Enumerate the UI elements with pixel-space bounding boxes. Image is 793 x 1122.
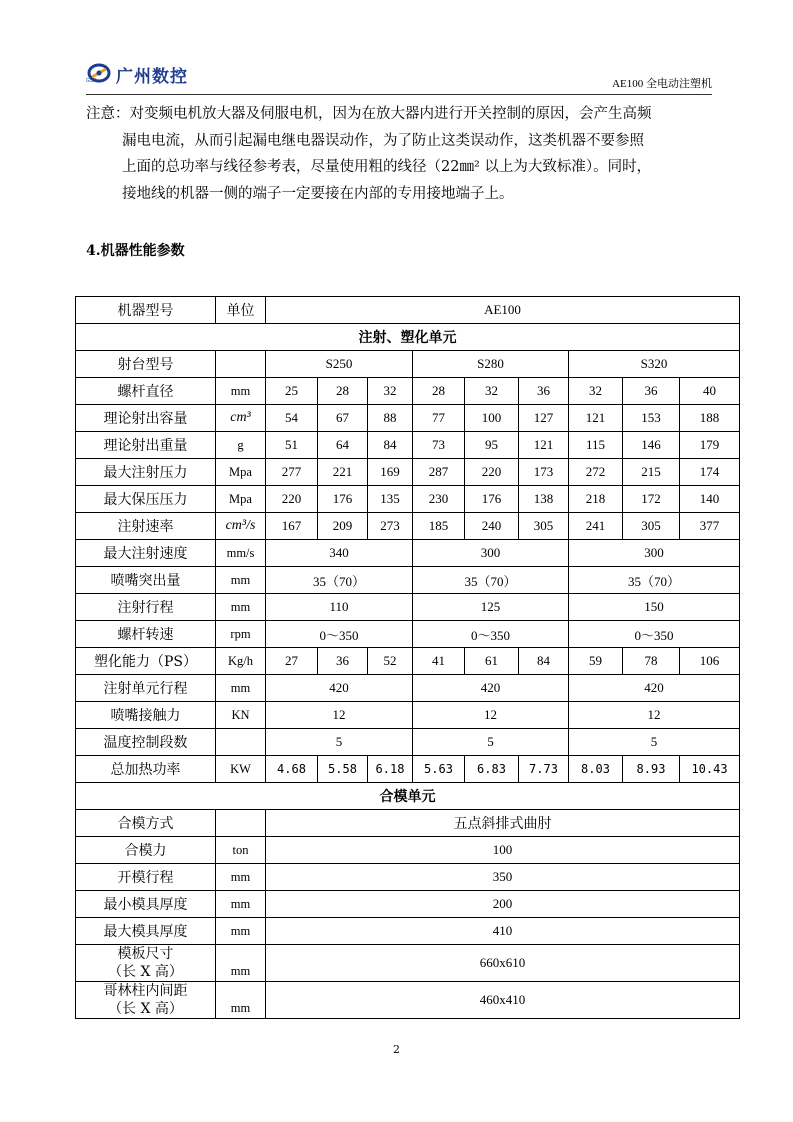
value-cell: 125: [413, 594, 569, 621]
value-cell: 174: [680, 459, 740, 486]
param-name-cell: 喷嘴突出量: [76, 567, 216, 594]
value-cell: 6.83: [465, 756, 519, 783]
value-cell: 12: [413, 702, 569, 729]
value-cell: 28: [413, 378, 465, 405]
page-number: 2: [393, 1043, 400, 1056]
value-cell: 220: [465, 459, 519, 486]
param-name-line: 模板尺寸: [117, 946, 174, 962]
table-row: [76, 837, 740, 864]
value-cell: 110: [266, 594, 413, 621]
value-cell: 5: [266, 729, 413, 756]
value-cell: 100: [465, 405, 519, 432]
value-cell: 121: [569, 405, 623, 432]
section-row: [76, 783, 740, 810]
param-name-cell: 温度控制段数: [76, 729, 216, 756]
unit-cell: [216, 810, 266, 837]
table-row: [76, 918, 740, 945]
value-cell: 12: [569, 702, 740, 729]
value-cell: 28: [318, 378, 368, 405]
param-name-cell: 最大注射速度: [76, 540, 216, 567]
value-cell: 78: [623, 648, 680, 675]
unit-cell: mm: [216, 378, 266, 405]
value-cell: 8.03: [569, 756, 623, 783]
page-header: [86, 52, 712, 95]
spec-table-body: [76, 297, 740, 1019]
value-cell: 240: [465, 513, 519, 540]
value-cell: 273: [368, 513, 413, 540]
value-cell: 6.18: [368, 756, 413, 783]
value-cell: 27: [266, 648, 318, 675]
section-title-cell: 合模单元: [76, 783, 740, 810]
param-name-cell: 合模力: [76, 837, 216, 864]
param-name-cell: 开模行程: [76, 864, 216, 891]
unit-cell: KW: [216, 756, 266, 783]
value-cell: 272: [569, 459, 623, 486]
table-row: [76, 405, 740, 432]
table-row: [76, 486, 740, 513]
param-name-cell: [76, 945, 216, 982]
section-row: [76, 324, 740, 351]
value-cell: 106: [680, 648, 740, 675]
table-row: [76, 594, 740, 621]
unit-cell: mm: [216, 918, 266, 945]
value-cell: 305: [623, 513, 680, 540]
logo-subtext: GSK: [86, 78, 97, 84]
value-cell: 10.43: [680, 756, 740, 783]
value-cell: 200: [266, 891, 740, 918]
value-cell: 0～350: [569, 621, 740, 648]
value-cell: 32: [465, 378, 519, 405]
value-cell: S250: [266, 351, 413, 378]
value-cell: 5: [569, 729, 740, 756]
value-cell: 64: [318, 432, 368, 459]
table-row: [76, 675, 740, 702]
value-cell: 36: [318, 648, 368, 675]
value-cell: 220: [266, 486, 318, 513]
table-row: [76, 513, 740, 540]
table-row: [76, 378, 740, 405]
param-name-line: 哥林柱内间距: [103, 983, 188, 999]
value-cell: 340: [266, 540, 413, 567]
value-cell: 5.58: [318, 756, 368, 783]
value-cell: 5.63: [413, 756, 465, 783]
param-name-cell: 螺杆直径: [76, 378, 216, 405]
table-row: [76, 891, 740, 918]
value-cell: 218: [569, 486, 623, 513]
param-name-cell: 总加热功率: [76, 756, 216, 783]
value-cell: 0～350: [413, 621, 569, 648]
section-title-cell: 注射、塑化单元: [76, 324, 740, 351]
param-name-line: （长 X 高）: [108, 1001, 183, 1017]
table-row: [76, 621, 740, 648]
unit-cell: g: [216, 432, 266, 459]
value-cell: 410: [266, 918, 740, 945]
table-row: [76, 810, 740, 837]
unit-cell: cm³: [216, 405, 266, 432]
note-line: 上面的总功率与线径参考表，尽量使用粗的线径（22㎜² 以上为大致标准）。同时，: [122, 159, 652, 175]
value-cell: 32: [368, 378, 413, 405]
param-name-line: （长 X 高）: [108, 964, 183, 980]
unit-cell: mm: [216, 864, 266, 891]
value-cell: 350: [266, 864, 740, 891]
section-heading: 4.机器性能参数: [86, 243, 185, 259]
value-cell: 146: [623, 432, 680, 459]
value-cell: 140: [680, 486, 740, 513]
value-cell: 95: [465, 432, 519, 459]
table-row: [76, 702, 740, 729]
value-cell: 277: [266, 459, 318, 486]
document-title: AE100 全电动注塑机: [612, 78, 712, 90]
unit-cell: [216, 729, 266, 756]
value-cell: 377: [680, 513, 740, 540]
value-cell: 32: [569, 378, 623, 405]
value-cell: 420: [413, 675, 569, 702]
table-row: [76, 567, 740, 594]
param-name-cell: 注射行程: [76, 594, 216, 621]
value-cell: 73: [413, 432, 465, 459]
table-row: [76, 648, 740, 675]
table-row: [76, 982, 740, 1019]
value-cell: 188: [680, 405, 740, 432]
note-paragraph: [86, 101, 726, 207]
table-row: [76, 540, 740, 567]
unit-cell: [216, 351, 266, 378]
value-cell: 61: [465, 648, 519, 675]
param-name-cell: 机器型号: [76, 297, 216, 324]
unit-cell: KN: [216, 702, 266, 729]
param-name-cell: 喷嘴接触力: [76, 702, 216, 729]
unit-cell: mm: [216, 567, 266, 594]
value-cell: 35（70）: [413, 567, 569, 594]
value-cell: 460x410: [266, 982, 740, 1019]
value-cell: 67: [318, 405, 368, 432]
value-cell: 100: [266, 837, 740, 864]
value-cell: 176: [318, 486, 368, 513]
company-logo: [86, 58, 188, 90]
value-cell: 五点斜排式曲肘: [266, 810, 740, 837]
value-cell: 179: [680, 432, 740, 459]
value-cell: 5: [413, 729, 569, 756]
unit-cell: cm³/s: [216, 513, 266, 540]
table-row: [76, 459, 740, 486]
unit-cell: Kg/h: [216, 648, 266, 675]
value-cell: 0～350: [266, 621, 413, 648]
value-cell: 660x610: [266, 945, 740, 982]
value-cell: 241: [569, 513, 623, 540]
value-cell: 7.73: [519, 756, 569, 783]
note-line: 注意：对变频电机放大器及伺服电机，因为在放大器内进行开关控制的原因，会产生高频: [86, 106, 652, 122]
value-cell: 8.93: [623, 756, 680, 783]
value-cell: 25: [266, 378, 318, 405]
value-cell: 153: [623, 405, 680, 432]
table-row: [76, 351, 740, 378]
value-cell: 287: [413, 459, 465, 486]
value-cell: 36: [519, 378, 569, 405]
param-name-cell: 射台型号: [76, 351, 216, 378]
value-cell: 150: [569, 594, 740, 621]
value-cell: 172: [623, 486, 680, 513]
param-name-cell: 最大模具厚度: [76, 918, 216, 945]
unit-cell: mm: [216, 675, 266, 702]
param-name-cell: 最大保压压力: [76, 486, 216, 513]
param-name-cell: 合模方式: [76, 810, 216, 837]
value-cell: 12: [266, 702, 413, 729]
table-row: [76, 756, 740, 783]
value-cell: 138: [519, 486, 569, 513]
unit-header-cell: 单位: [216, 297, 266, 324]
value-cell: 176: [465, 486, 519, 513]
unit-cell: mm/s: [216, 540, 266, 567]
value-cell: 84: [519, 648, 569, 675]
value-cell: 173: [519, 459, 569, 486]
table-row: [76, 864, 740, 891]
table-header-row: [76, 297, 740, 324]
param-name-cell: 理论射出重量: [76, 432, 216, 459]
value-cell: 300: [413, 540, 569, 567]
value-cell: 169: [368, 459, 413, 486]
unit-cell: mm: [216, 945, 266, 982]
value-cell: 40: [680, 378, 740, 405]
note-line: 接地线的机器一侧的端子一定要接在内部的专用接地端子上。: [122, 185, 514, 202]
value-cell: 115: [569, 432, 623, 459]
value-cell: 135: [368, 486, 413, 513]
note-line: 漏电电流，从而引起漏电继电器误动作，为了防止这类误动作，这类机器不要参照: [122, 132, 644, 149]
value-cell: 167: [266, 513, 318, 540]
value-cell: 77: [413, 405, 465, 432]
value-cell: 88: [368, 405, 413, 432]
model-cell: AE100: [266, 297, 740, 324]
unit-cell: ton: [216, 837, 266, 864]
value-cell: 121: [519, 432, 569, 459]
value-cell: 36: [623, 378, 680, 405]
param-name-cell: 最大注射压力: [76, 459, 216, 486]
param-name-cell: 注射单元行程: [76, 675, 216, 702]
value-cell: 420: [266, 675, 413, 702]
value-cell: 209: [318, 513, 368, 540]
value-cell: 420: [569, 675, 740, 702]
unit-cell: Mpa: [216, 486, 266, 513]
param-name-cell: 注射速率: [76, 513, 216, 540]
param-name-cell: 理论射出容量: [76, 405, 216, 432]
param-name-cell: 螺杆转速: [76, 621, 216, 648]
value-cell: 41: [413, 648, 465, 675]
value-cell: 127: [519, 405, 569, 432]
value-cell: 51: [266, 432, 318, 459]
value-cell: 230: [413, 486, 465, 513]
param-name-cell: 塑化能力（PS）: [76, 648, 216, 675]
value-cell: 54: [266, 405, 318, 432]
value-cell: 305: [519, 513, 569, 540]
value-cell: 185: [413, 513, 465, 540]
table-row: [76, 432, 740, 459]
performance-spec-table: [75, 296, 740, 1019]
param-name-cell: 最小模具厚度: [76, 891, 216, 918]
unit-cell: mm: [216, 594, 266, 621]
value-cell: 52: [368, 648, 413, 675]
unit-cell: Mpa: [216, 459, 266, 486]
unit-cell: rpm: [216, 621, 266, 648]
param-name-cell: [76, 982, 216, 1019]
unit-cell: mm: [216, 982, 266, 1019]
table-row: [76, 729, 740, 756]
value-cell: 221: [318, 459, 368, 486]
value-cell: 84: [368, 432, 413, 459]
table-row: [76, 945, 740, 982]
logo-text: 广州数控: [116, 66, 188, 87]
value-cell: S280: [413, 351, 569, 378]
value-cell: S320: [569, 351, 740, 378]
value-cell: 35（70）: [569, 567, 740, 594]
value-cell: 35（70）: [266, 567, 413, 594]
value-cell: 59: [569, 648, 623, 675]
unit-cell: mm: [216, 891, 266, 918]
value-cell: 300: [569, 540, 740, 567]
value-cell: 215: [623, 459, 680, 486]
value-cell: 4.68: [266, 756, 318, 783]
